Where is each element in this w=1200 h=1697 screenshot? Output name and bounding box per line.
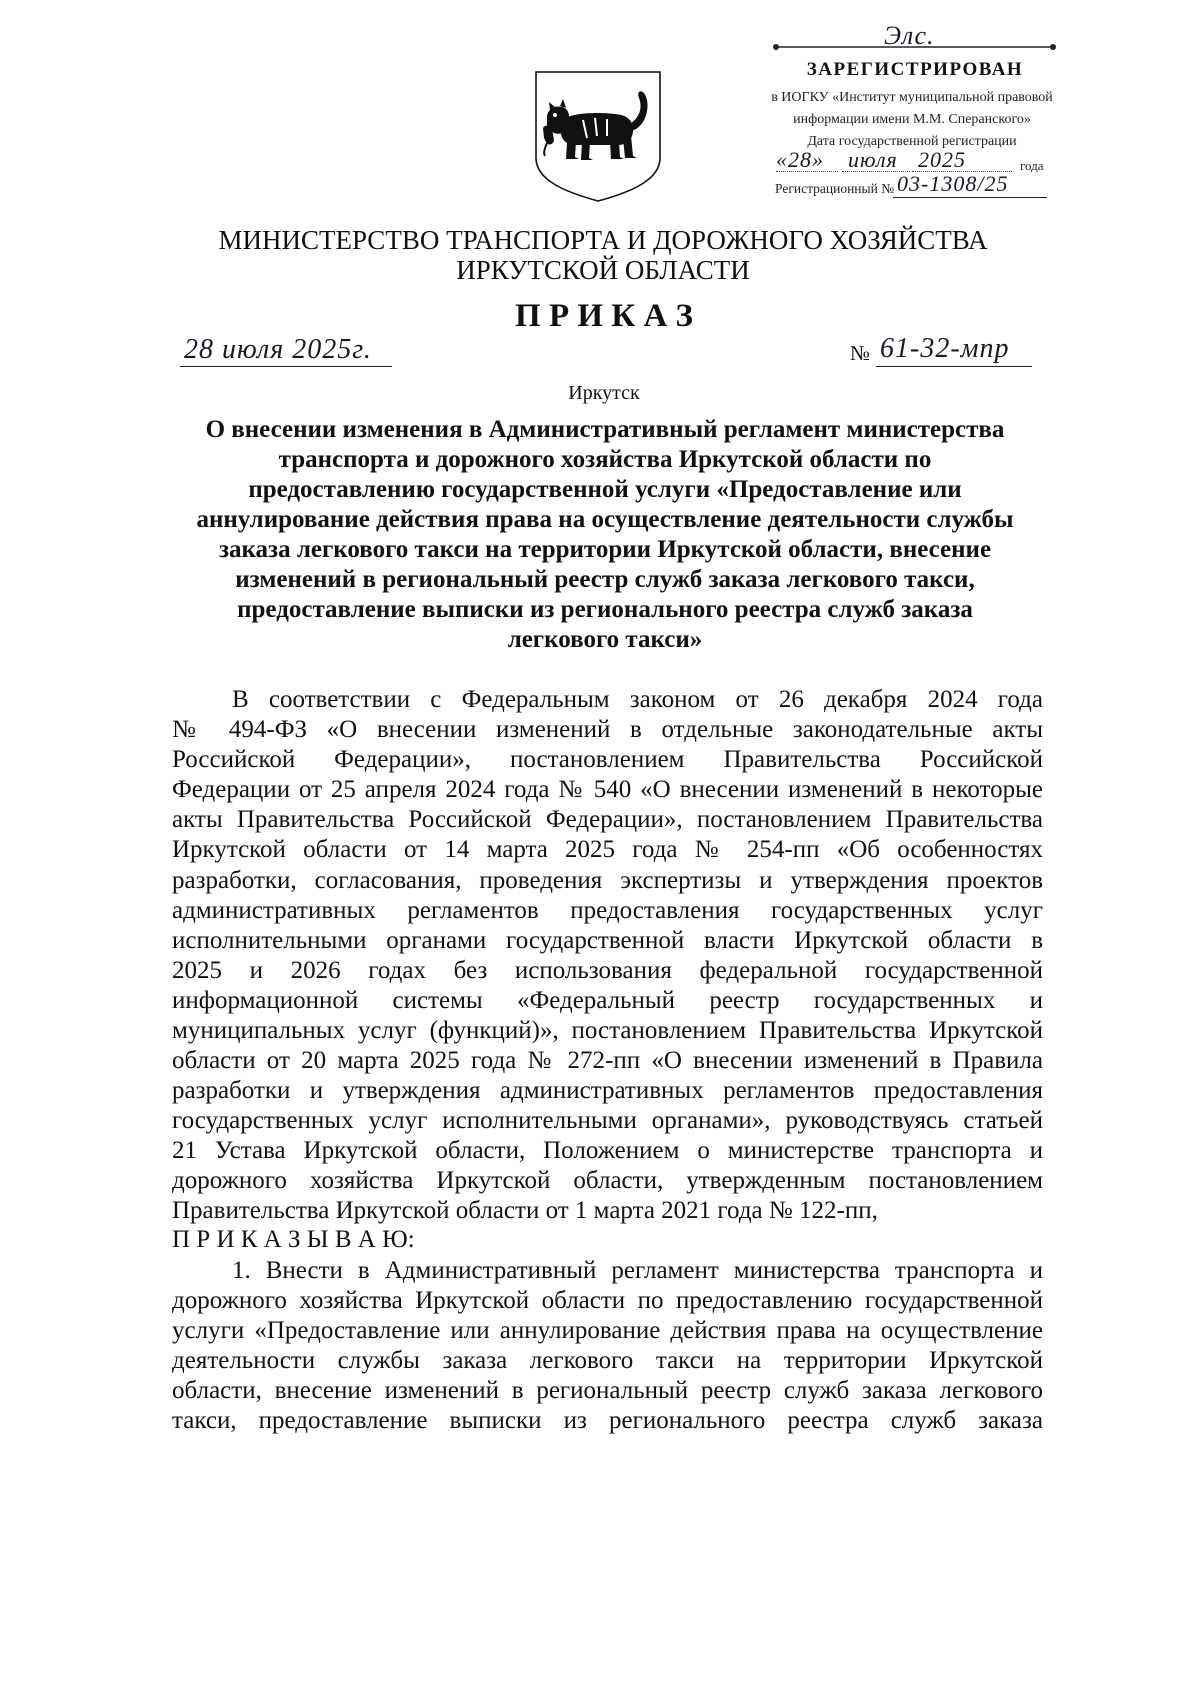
body-line: области от 20 марта 2025 года № 272-пп «О внесении изменений в Правила xyxy=(172,1047,1043,1074)
body-line: такси, предоставление выписки из регионального реестра служб заказа xyxy=(172,1407,1043,1434)
body-line: № 494-ФЗ «О внесении изменений в отдельные законодательные акты xyxy=(172,716,1043,743)
stamp-title: ЗАРЕГИСТРИРОВАН xyxy=(806,59,1024,80)
underline xyxy=(180,366,392,367)
stamp-institution-line: информации имени М.М. Сперанского» xyxy=(793,112,1031,127)
stamp-date-month: июля xyxy=(848,147,898,172)
body-line: Правительства Иркутской области от 1 марта 2021 года № 122-пп, xyxy=(172,1197,878,1224)
body-line: разработки и утверждения административных регламентов предоставления xyxy=(172,1077,1043,1104)
body-line: дорожного хозяйства Иркутской области, утвержденным постановлением xyxy=(172,1167,1043,1194)
underline xyxy=(776,171,838,172)
stamp-signature: Элс. xyxy=(884,21,935,50)
body-line: Федерации от 25 апреля 2024 года № 540 «О внесении изменений в некоторые xyxy=(172,776,1043,803)
stamp-reg-number: 03-1308/25 xyxy=(897,171,1009,196)
order-title-line: О внесении изменения в Административный регламент министерства xyxy=(205,416,1005,443)
stamp-date-year: 2025 xyxy=(918,147,966,172)
body-line: услуги «Предоставление или аннулирование действия права на осуществление xyxy=(172,1317,1043,1344)
body-line: области, внесение изменений в региональный реестр служб заказа легкового xyxy=(172,1377,1043,1404)
stamp-date-suffix: года xyxy=(1020,158,1044,173)
body-line: информационной системы «Федеральный реестр государственных и xyxy=(172,987,1043,1014)
stamp-date-day: «28» xyxy=(776,147,824,172)
body-line: муниципальных услуг (функций)», постановлением Правительства Иркутской xyxy=(172,1017,1043,1044)
body-line: Российской Федерации», постановлением Правительства Российской xyxy=(172,746,1043,773)
body-line: государственных услуг исполнительными органами», руководствуясь статьей xyxy=(172,1107,1043,1134)
city: Иркутск xyxy=(568,382,640,404)
body-line: исполнительными органами государственной власти Иркутской области в xyxy=(172,927,1043,954)
order-title-line: предоставлению государственной услуги «Предоставление или xyxy=(248,476,962,503)
stamp-institution-line: в ИОГКУ «Институт муниципальной правовой xyxy=(771,90,1053,105)
underline xyxy=(893,197,1047,198)
order-title-line: легкового такси» xyxy=(507,626,703,653)
body-line: административных регламентов предоставления государственных услуг xyxy=(172,897,1043,924)
order-number: 61-32-мпр xyxy=(880,333,1010,364)
body-line: Иркутской области от 14 марта 2025 года № 254-пп «Об особенностях xyxy=(172,836,1043,863)
stamp-reg-label: Регистрационный № xyxy=(775,181,895,196)
body-line: 1. Внести в Административный регламент министерства транспорта и xyxy=(232,1257,1043,1284)
body-line: дорожного хозяйства Иркутской области по предоставлению государственной xyxy=(172,1287,1043,1314)
order-title-line: заказа легкового такси на территории Иркутской области, внесение xyxy=(218,536,992,563)
body-line: деятельности службы заказа легкового такси на территории Иркутской xyxy=(172,1347,1043,1374)
body-line: акты Правительства Российской Федерации», постановлением Правительства xyxy=(172,806,1043,833)
coat-of-arms-icon xyxy=(533,68,663,204)
body-line: 21 Устава Иркутской области, Положением о министерстве транспорта и xyxy=(172,1137,1043,1164)
stamp-date-label: Дата государственной регистрации xyxy=(807,134,1017,149)
order-title-line: аннулирование действия права на осуществление деятельности службы xyxy=(196,506,1014,533)
order-number-label: № xyxy=(850,341,871,365)
order-title-line: изменений в региональный реестр служб заказа легкового такси, xyxy=(235,566,975,593)
region-name: ИРКУТСКОЙ ОБЛАСТИ xyxy=(456,255,750,285)
order-date: 28 июля 2025г. xyxy=(184,334,372,365)
body-line: 2025 и 2026 годах без использования федеральной государственной xyxy=(172,957,1043,984)
ministry-name: МИНИСТЕРСТВО ТРАНСПОРТА И ДОРОЖНОГО ХОЗЯЙСТВА xyxy=(218,225,988,255)
underline xyxy=(876,366,1032,367)
order-word: П Р И К А З Ы В А Ю: xyxy=(172,1226,415,1253)
body-line: В соответствии с Федеральным законом от 26 декабря 2024 года xyxy=(232,686,1043,713)
document-type-title: П Р И К А З xyxy=(515,298,693,334)
body-line: разработки, согласования, проведения экспертизы и утверждения проектов xyxy=(172,867,1043,894)
order-title-line: предоставление выписки из регионального реестра служб заказа xyxy=(237,596,973,623)
order-title-line: транспорта и дорожного хозяйства Иркутской области по xyxy=(278,446,932,473)
